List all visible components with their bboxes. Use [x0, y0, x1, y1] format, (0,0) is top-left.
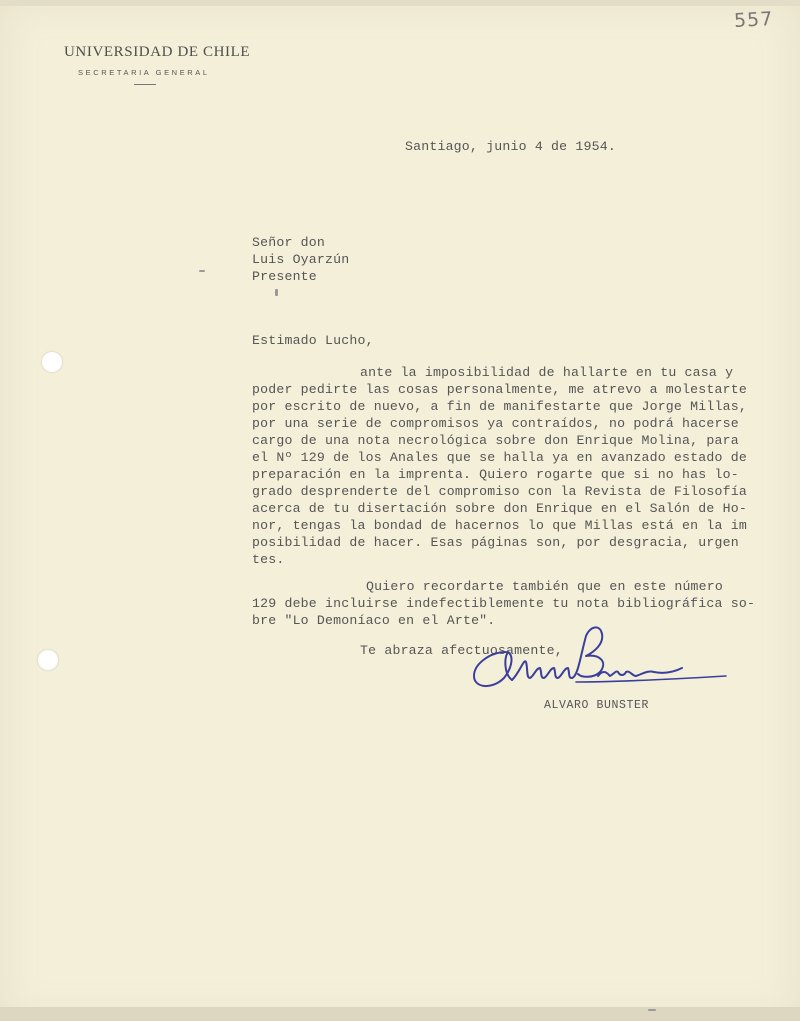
- body-line: acerca de tu disertación sobre don Enrique en el Salón de Ho-: [252, 501, 747, 516]
- recipient-line: Presente: [252, 269, 317, 284]
- body-line: nor, tengas la bondad de hacernos lo que Millas está en la im: [252, 518, 747, 533]
- body-line: Quiero recordarte también que en este número: [366, 579, 724, 594]
- body-line: grado desprenderte del compromiso con la Revista de Filosofía: [252, 484, 747, 499]
- stray-mark: [199, 270, 205, 272]
- letterhead-department: SECRETARIA GENERAL: [78, 68, 210, 77]
- body-line: tes.: [252, 552, 285, 567]
- recipient-line: Luis Oyarzún: [252, 252, 350, 267]
- body-line: preparación en la imprenta. Quiero rogarte que si no has lo-: [252, 467, 739, 482]
- recipient-line: Señor don: [252, 235, 326, 250]
- body-line: cargo de una nota necrológica sobre don Enrique Molina, para: [252, 433, 739, 448]
- handwritten-signature: [468, 618, 738, 698]
- letterhead-institution: UNIVERSIDAD DE CHILE: [64, 44, 251, 60]
- body-line: 129 debe incluirse indefectiblemente tu nota bibliográfica so-: [252, 596, 756, 611]
- body-line: el Nº 129 de los Anales que se halla ya en avanzado estado de: [252, 450, 747, 465]
- letterhead-rule: [134, 84, 156, 85]
- stray-mark: [275, 289, 278, 296]
- scan-edge-top: [0, 0, 800, 6]
- punch-hole-top: [42, 352, 62, 372]
- signer-name: ALVARO BUNSTER: [544, 699, 650, 712]
- page-number: 557: [733, 7, 774, 33]
- body-line: por escrito de nuevo, a fin de manifestarte que Jorge Millas,: [252, 399, 747, 414]
- punch-hole-bottom: [38, 650, 58, 670]
- stray-mark: [648, 1009, 656, 1011]
- closing: Te abraza afectuosamente,: [360, 643, 563, 658]
- scan-edge-bottom: [0, 1007, 800, 1021]
- salutation: Estimado Lucho,: [252, 333, 374, 348]
- letter-date: Santiago, junio 4 de 1954.: [405, 139, 616, 154]
- body-line: poder pedirte las cosas personalmente, me atrevo a molestarte: [252, 382, 747, 397]
- body-line: posibilidad de hacer. Esas páginas son, por desgracia, urgen: [252, 535, 739, 550]
- body-line: bre "Lo Demoníaco en el Arte".: [252, 613, 496, 628]
- body-line: por una serie de compromisos ya contraídos, no podrá hacerse: [252, 416, 739, 431]
- body-line: ante la imposibilidad de hallarte en tu casa y: [360, 365, 734, 380]
